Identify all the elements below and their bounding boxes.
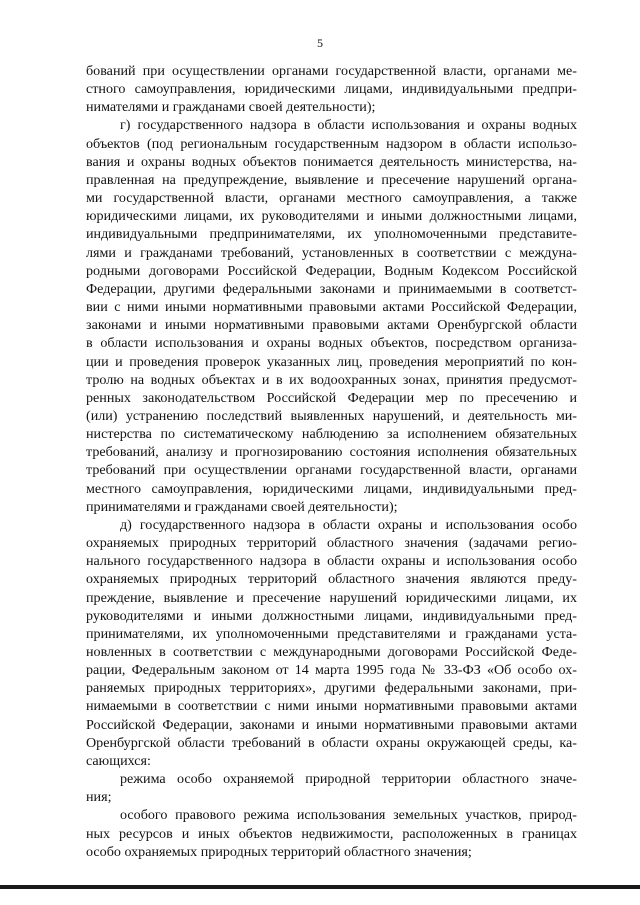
text-line: сающихся: [86,752,151,769]
text-line: стного самоуправления, юридическими лицами, индивидуальными предпри- [86,81,577,98]
text-line: (или) устранению последствий выявленных нарушений, и деятельность ми- [86,407,577,424]
text-line: нимаемыми в соответствии с ними иными нормативными правовыми актами [86,698,577,715]
text-line: нимателями и гражданами своей деятельности); [86,99,376,116]
text-line: Российской Федерации, законами и иными нормативными правовыми актами [86,716,577,733]
text-line: принимателями и гражданами своей деятельности); [86,498,398,515]
text-line: нального государственного надзора в области охраны и использования особо [86,553,577,570]
text-line: ции и проведения проверок указанных лиц, проведения мероприятий по кон- [86,353,577,370]
text-line: вии с ними иными нормативными правовыми актами Российской Федерации, [86,299,577,316]
text-line: бований при осуществлении органами государственной власти, органами ме- [86,63,577,79]
paragraph-start-line: г) государственного надзора в области использования и охраны водных [120,117,577,134]
text-line: новленных в соответствии с международными договорами Российской Феде- [86,644,577,660]
text-line: особо охраняемых природных территорий областного значения; [86,843,472,860]
text-line: охраняемых природных территорий областного значения являются преду- [86,571,577,588]
text-line: преждение, выявление и пресечение нарушений юридическими лицами, их [86,589,577,606]
text-line: Федерации, другими федеральными законами и принимаемыми в соответст- [86,280,577,297]
text-line: раняемых природных территориях», другими федеральными законами, при- [86,680,577,697]
text-line: рации, Федеральным законом от 14 марта 1995 года № 33-ФЗ «Об особо ох- [86,662,577,679]
paragraph-start-line: особого правового режима использования земельных участков, природ- [120,807,577,824]
text-line: требований при осуществлении органами государственной власти, органами [86,462,577,479]
text-line: родными договорами Российской Федерации, Водным Кодексом Российской [86,262,577,279]
document-body [86,62,577,861]
bottom-scan-edge [0,885,640,889]
paragraph-start-line: режима особо охраняемой природной территории областного значе- [120,771,577,788]
text-line: юридическими лицами, их руководителями и иными должностными лицами, [86,208,577,225]
paragraph-start-line: д) государственного надзора в области охраны и использования особо [120,516,577,533]
text-line: требований, анализу и прогнозированию состояния исполнения обязательных [86,444,577,461]
text-line: тролю на водных объектах и в их водоохранных зонах, принятия предусмот- [86,371,577,388]
text-line: в области использования и охраны водных объектов, посредством организа- [86,335,577,352]
text-line: Оренбургской области требований в области охраны окружающей среды, ка- [86,734,577,751]
text-line: ми государственной власти, органами местного самоуправления, а также [86,190,577,207]
text-line: правленная на предупреждение, выявление и пресечение нарушений органа- [86,171,577,188]
text-line: индивидуальными предпринимателями, их уполномоченными представите- [86,226,577,243]
text-line: местного самоуправления, юридическими лицами, индивидуальными пред- [86,480,577,497]
text-line: объектов (под региональным государственным надзором в области использо- [86,135,577,152]
text-line: ния; [86,789,112,806]
text-line: руководителями и иными должностными лицами, индивидуальными пред- [86,607,577,624]
text-line: вания и охраны водных объектов понимается деятельность министерства, на- [86,153,577,170]
text-line: охраняемых природных территорий областного значения (задачами регио- [86,535,577,552]
page-number: 5 [317,36,323,50]
text-line: принимателями, их уполномоченными представителями и гражданами уста- [86,625,577,642]
text-line: лями и гражданами требований, установленных в соответствии с междуна- [86,244,577,261]
text-line: законами и иными нормативными правовыми актами Оренбургской области [86,317,577,334]
text-line: нистерства по систематическому наблюдению за исполнением обязательных [86,426,577,443]
text-line: ренных законодательством Российской Федерации мер по пресечению и [86,389,577,406]
text-line: ных ресурсов и иных объектов недвижимости, расположенных в границах [86,825,577,842]
